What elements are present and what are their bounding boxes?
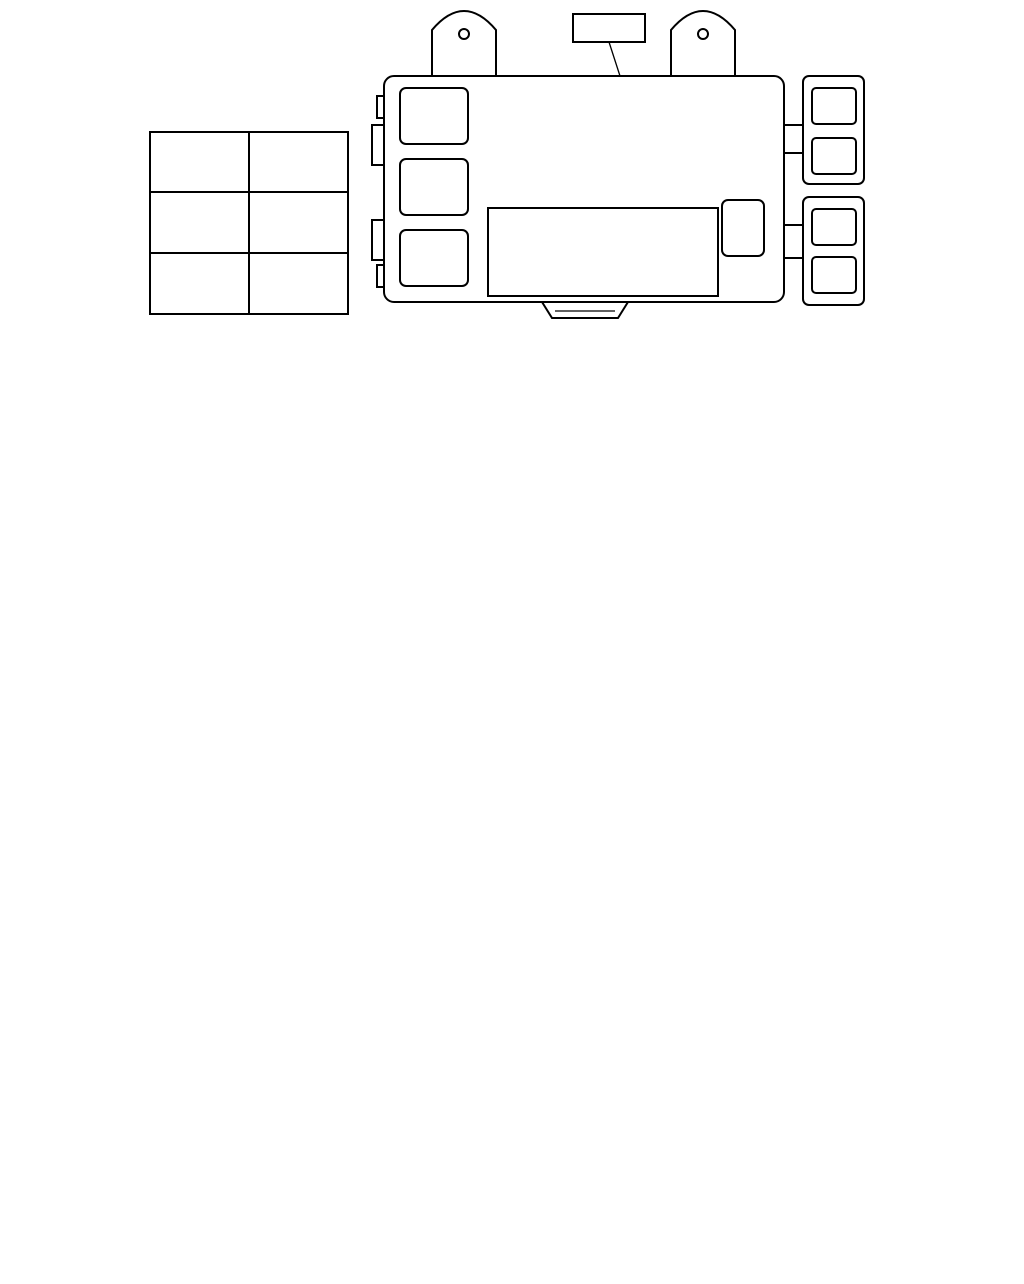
right-relay-boxes — [803, 76, 864, 305]
top-key-box — [573, 14, 645, 42]
main-relay-box — [372, 11, 803, 318]
left-relay-panel — [150, 132, 348, 314]
